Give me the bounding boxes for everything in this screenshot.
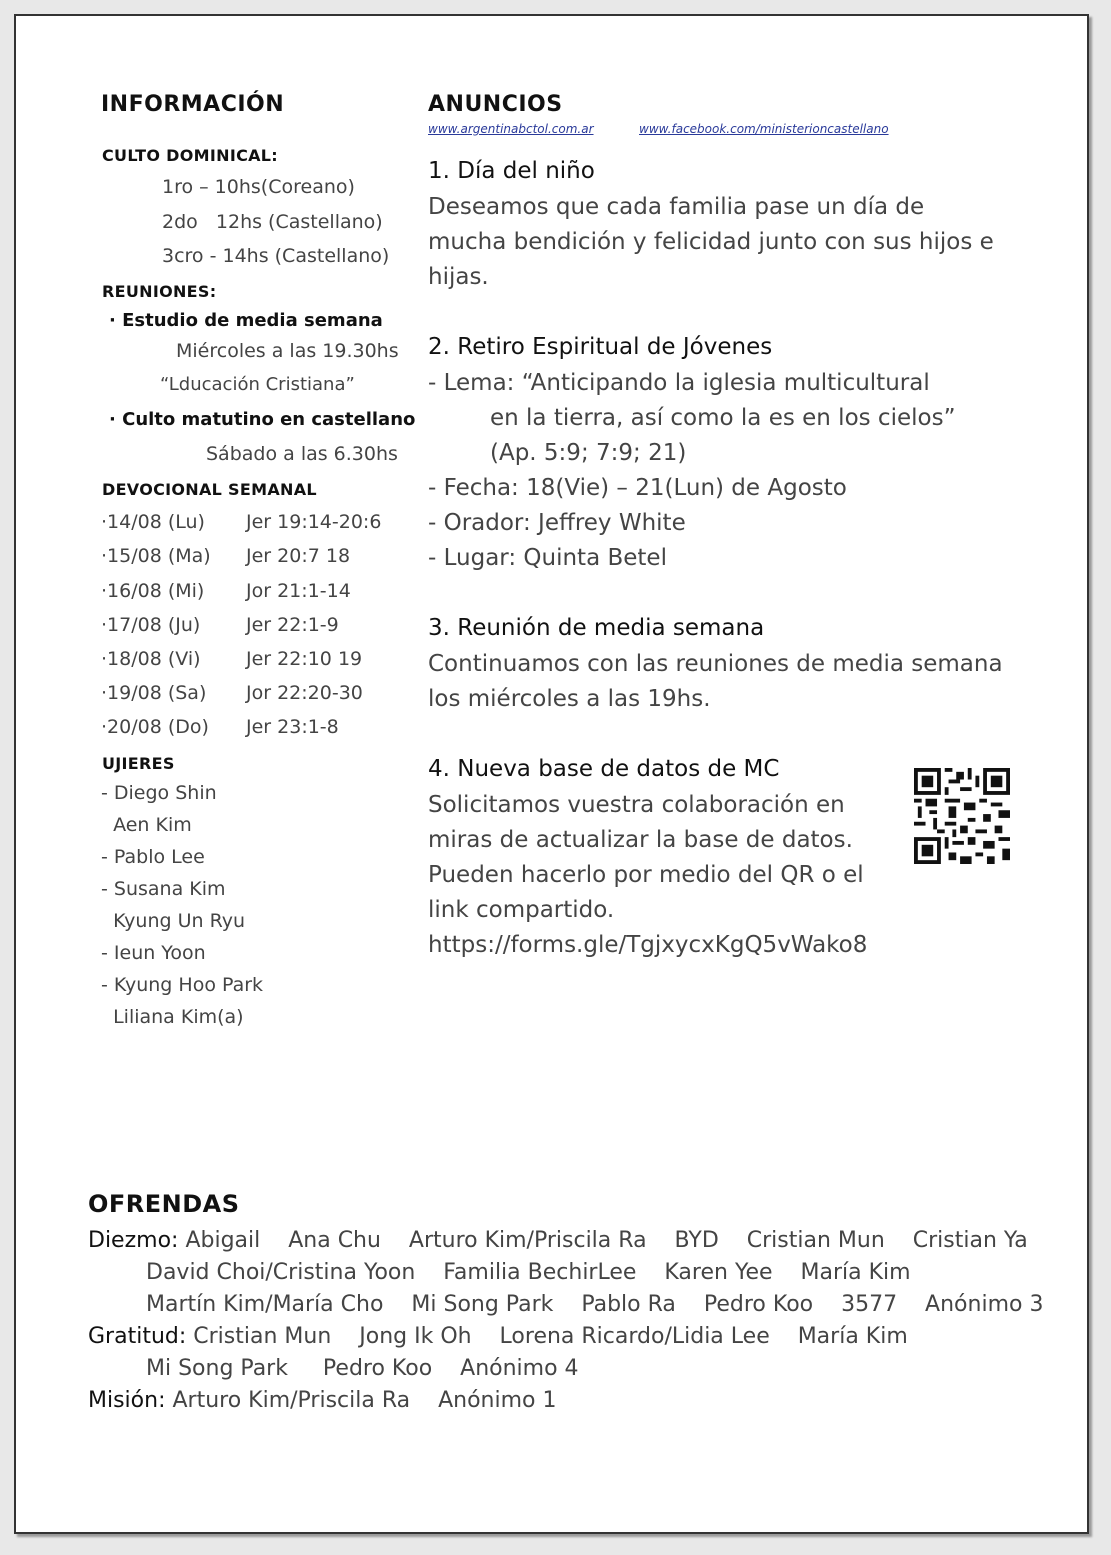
reunion1-time: Miércoles a las 19.30hs bbox=[176, 340, 399, 362]
mision-names: Arturo Kim/Priscila Ra Anónimo 1 bbox=[172, 1388, 557, 1413]
devocional-ref: Jer 20:7 18 bbox=[246, 545, 351, 567]
ujier-item: - Pablo Lee bbox=[101, 846, 205, 868]
anuncio-3-title: 3. Reunión de media semana bbox=[428, 615, 765, 641]
anuncio-1-line: hijas. bbox=[428, 264, 489, 290]
devocional-ref: Jer 22:10 19 bbox=[246, 648, 363, 670]
ujier-item: - Kyung Hoo Park bbox=[101, 974, 264, 996]
anuncio-4-line: link compartido. bbox=[428, 897, 615, 923]
diezmo-names: David Choi/Cristina Yoon Familia BechirLee Karen Yee María Kim bbox=[146, 1260, 911, 1285]
reuniones-heading: REUNIONES: bbox=[102, 282, 217, 301]
devocional-date: ·20/08 (Do) bbox=[101, 716, 209, 738]
facebook-link[interactable]: www.facebook.com/ministerioncastellano bbox=[639, 122, 889, 136]
devocional-date: ·16/08 (Mi) bbox=[101, 580, 205, 602]
anuncio-3-line: los miércoles a las 19hs. bbox=[428, 686, 711, 712]
anuncio-2-line: - Lugar: Quinta Betel bbox=[428, 545, 667, 571]
anuncio-2-line: - Fecha: 18(Vie) – 21(Lun) de Agosto bbox=[428, 475, 847, 501]
reunion2-title: · Culto matutino en castellano bbox=[109, 409, 416, 430]
anuncios-title: ANUNCIOS bbox=[428, 92, 563, 117]
diezmo-names: Martín Kim/María Cho Mi Song Park Pablo Ra Pedro Koo 3577 Anónimo 3 bbox=[146, 1292, 1044, 1317]
devocional-date: ·19/08 (Sa) bbox=[101, 682, 207, 704]
devocional-date: ·18/08 (Vi) bbox=[101, 648, 201, 670]
anuncio-4-line: Pueden hacerlo por medio del QR o el bbox=[428, 862, 864, 888]
ujier-item: Aen Kim bbox=[101, 814, 192, 836]
gratitud-names: Mi Song Park Pedro Koo Anónimo 4 bbox=[146, 1356, 579, 1381]
devocional-heading: DEVOCIONAL SEMANAL bbox=[102, 480, 317, 499]
anuncio-4-line: miras de actualizar la base de datos. bbox=[428, 827, 853, 853]
website-link[interactable]: www.argentinabctol.com.ar bbox=[428, 122, 594, 136]
anuncio-2-line: (Ap. 5:9; 7:9; 21) bbox=[490, 440, 687, 466]
ujier-item: - Ieun Yoon bbox=[101, 942, 206, 964]
culto-line-3: 3cro - 14hs (Castellano) bbox=[162, 245, 390, 267]
reunion1-note: “Lducación Cristiana” bbox=[160, 374, 355, 395]
gratitud-row bbox=[88, 1324, 908, 1349]
ujier-item: - Susana Kim bbox=[101, 878, 226, 900]
anuncio-2-line: - Orador: Jeffrey White bbox=[428, 510, 686, 536]
ujieres-heading: UJIERES bbox=[102, 754, 175, 773]
reunion2-time: Sábado a las 6.30hs bbox=[206, 443, 398, 465]
anuncio-1-line: mucha bendición y felicidad junto con sus hijos e bbox=[428, 229, 994, 255]
anuncio-4-line: Solicitamos vuestra colaboración en bbox=[428, 792, 845, 818]
devocional-ref: Jer 22:1-9 bbox=[246, 614, 339, 636]
anuncio-3-line: Continuamos con las reuniones de media semana bbox=[428, 651, 1003, 677]
anuncio-2-title: 2. Retiro Espiritual de Jóvenes bbox=[428, 334, 773, 360]
reunion1-title: · Estudio de media semana bbox=[109, 310, 383, 331]
anuncio-1-line: Deseamos que cada familia pase un día de bbox=[428, 194, 925, 220]
gratitud-label: Gratitud: bbox=[88, 1324, 187, 1349]
mision-row bbox=[88, 1388, 557, 1413]
culto-line-1: 1ro – 10hs(Coreano) bbox=[162, 176, 355, 198]
ujier-item: Liliana Kim(a) bbox=[101, 1006, 244, 1028]
devocional-ref: Jer 19:14-20:6 bbox=[246, 511, 382, 533]
mision-label: Misión: bbox=[88, 1388, 166, 1413]
devocional-date: ·14/08 (Lu) bbox=[101, 511, 205, 533]
devocional-ref: Jor 21:1-14 bbox=[246, 580, 351, 602]
anuncio-1-title: 1. Día del niño bbox=[428, 158, 595, 184]
devocional-date: ·17/08 (Ju) bbox=[101, 614, 201, 636]
diezmo-row bbox=[88, 1228, 1028, 1253]
diezmo-label: Diezmo: bbox=[88, 1228, 179, 1253]
qr-code-icon[interactable] bbox=[914, 768, 1010, 864]
diezmo-names: Abigail Ana Chu Arturo Kim/Priscila Ra BYD Cristian Mun Cristian Ya bbox=[185, 1228, 1028, 1253]
anuncio-2-line: en la tierra, así como la es en los cielos” bbox=[490, 405, 956, 431]
ujier-item: - Diego Shin bbox=[101, 782, 217, 804]
anuncio-2-line: - Lema: “Anticipando la iglesia multicultural bbox=[428, 370, 930, 396]
anuncio-4-url[interactable]: https://forms.gle/TgjxycxKgQ5vWako8 bbox=[428, 932, 868, 958]
devocional-date: ·15/08 (Ma) bbox=[101, 545, 211, 567]
culto-line-2: 2do 12hs (Castellano) bbox=[162, 211, 383, 233]
anuncio-4-title: 4. Nueva base de datos de MC bbox=[428, 756, 780, 782]
gratitud-names: Cristian Mun Jong Ik Oh Lorena Ricardo/Lidia Lee María Kim bbox=[193, 1324, 908, 1349]
info-title: INFORMACIÓN bbox=[101, 92, 285, 117]
ofrendas-title: OFRENDAS bbox=[88, 1190, 240, 1218]
devocional-ref: Jor 22:20-30 bbox=[246, 682, 363, 704]
culto-heading: CULTO DOMINICAL: bbox=[102, 146, 278, 165]
ujier-item: Kyung Un Ryu bbox=[101, 910, 246, 932]
devocional-ref: Jer 23:1-8 bbox=[246, 716, 339, 738]
